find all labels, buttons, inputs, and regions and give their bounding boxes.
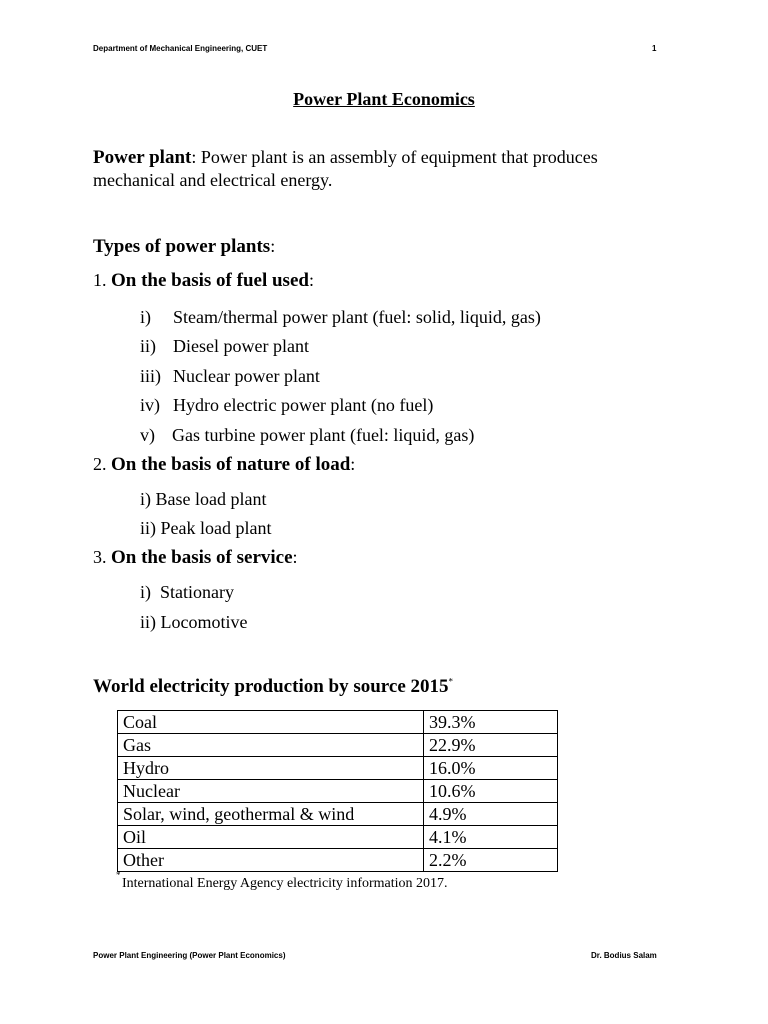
list-item-text: Base load plant — [155, 489, 267, 509]
list-item-text: Stationary — [160, 582, 234, 602]
table-heading — [93, 676, 453, 698]
table-row — [118, 803, 558, 826]
list-item — [140, 489, 266, 510]
list-item-text: Hydro electric power plant (no fuel) — [173, 395, 434, 415]
page-number: 1 — [652, 44, 657, 53]
list-marker: ii) — [140, 336, 156, 356]
section-label: On the basis of fuel used — [111, 270, 309, 291]
share-cell: 2.2% — [424, 849, 558, 872]
list-item-text: Locomotive — [160, 612, 248, 632]
source-cell: Solar, wind, geothermal & wind — [118, 803, 424, 826]
section-number: 2. — [93, 454, 111, 474]
list-item — [140, 336, 156, 357]
table-row — [118, 711, 558, 734]
source-cell: Gas — [118, 734, 424, 757]
share-cell: 39.3% — [424, 711, 558, 734]
list-item-text: Nuclear power plant — [173, 366, 320, 386]
section-service-heading — [93, 547, 298, 569]
types-heading-colon: : — [270, 236, 276, 256]
list-marker: iii) — [140, 366, 161, 386]
page-title-text: Power Plant Economics — [293, 89, 475, 109]
list-item — [140, 612, 247, 633]
footer-author: Dr. Bodius Salam — [591, 951, 657, 960]
footnote-text: International Energy Agency electricity information 2017. — [122, 876, 448, 891]
table-row — [118, 757, 558, 780]
section-colon: : — [292, 547, 298, 567]
source-cell: Hydro — [118, 757, 424, 780]
section-fuel-heading — [93, 270, 314, 292]
definition-text-line1: : Power plant is an assembly of equipment that produces — [191, 147, 598, 167]
list-marker: iv) — [140, 395, 160, 415]
section-label: On the basis of nature of load — [111, 454, 351, 475]
table-heading-text: World electricity production by source 2015 — [93, 676, 449, 697]
list-item-text: Steam/thermal power plant (fuel: solid, liquid, gas) — [173, 307, 541, 327]
list-marker: ii) — [140, 518, 156, 538]
page-title — [0, 89, 768, 110]
running-header: Department of Mechanical Engineering, CUET — [93, 44, 268, 53]
list-marker: v) — [140, 425, 155, 445]
share-cell: 10.6% — [424, 780, 558, 803]
share-cell: 22.9% — [424, 734, 558, 757]
section-label: On the basis of service — [111, 547, 293, 568]
electricity-production-table — [117, 710, 558, 872]
table-row — [118, 849, 558, 872]
table-heading-footnote-mark: * — [448, 676, 454, 687]
list-marker: ii) — [140, 612, 156, 632]
list-item — [140, 425, 155, 446]
list-marker: i) — [140, 489, 151, 509]
section-colon: : — [350, 454, 356, 474]
share-cell: 4.9% — [424, 803, 558, 826]
source-cell: Other — [118, 849, 424, 872]
table-row — [118, 734, 558, 757]
table-row — [118, 780, 558, 803]
list-item-text: Diesel power plant — [173, 336, 309, 356]
list-item — [140, 518, 271, 539]
definition-paragraph — [93, 146, 598, 192]
source-cell: Oil — [118, 826, 424, 849]
table-row — [118, 826, 558, 849]
section-number: 3. — [93, 547, 111, 567]
list-item-text: Gas turbine power plant (fuel: liquid, gas) — [172, 425, 475, 445]
list-item — [140, 582, 234, 603]
source-cell: Nuclear — [118, 780, 424, 803]
footnote-mark: * — [116, 870, 121, 880]
list-marker: i) — [140, 582, 151, 602]
definition-term: Power plant — [93, 147, 192, 168]
types-heading — [93, 236, 275, 258]
share-cell: 16.0% — [424, 757, 558, 780]
list-item — [140, 307, 151, 328]
footer-left: Power Plant Engineering (Power Plant Economics) — [93, 951, 286, 960]
definition-text-line2: mechanical and electrical energy. — [93, 170, 333, 190]
list-marker: i) — [140, 307, 151, 327]
share-cell: 4.1% — [424, 826, 558, 849]
section-load-heading — [93, 454, 355, 476]
list-item-text: Peak load plant — [160, 518, 272, 538]
types-heading-text: Types of power plants — [93, 236, 271, 257]
section-number: 1. — [93, 270, 111, 290]
source-cell: Coal — [118, 711, 424, 734]
list-item — [140, 366, 161, 387]
list-item — [140, 395, 160, 416]
section-colon: : — [308, 270, 314, 290]
